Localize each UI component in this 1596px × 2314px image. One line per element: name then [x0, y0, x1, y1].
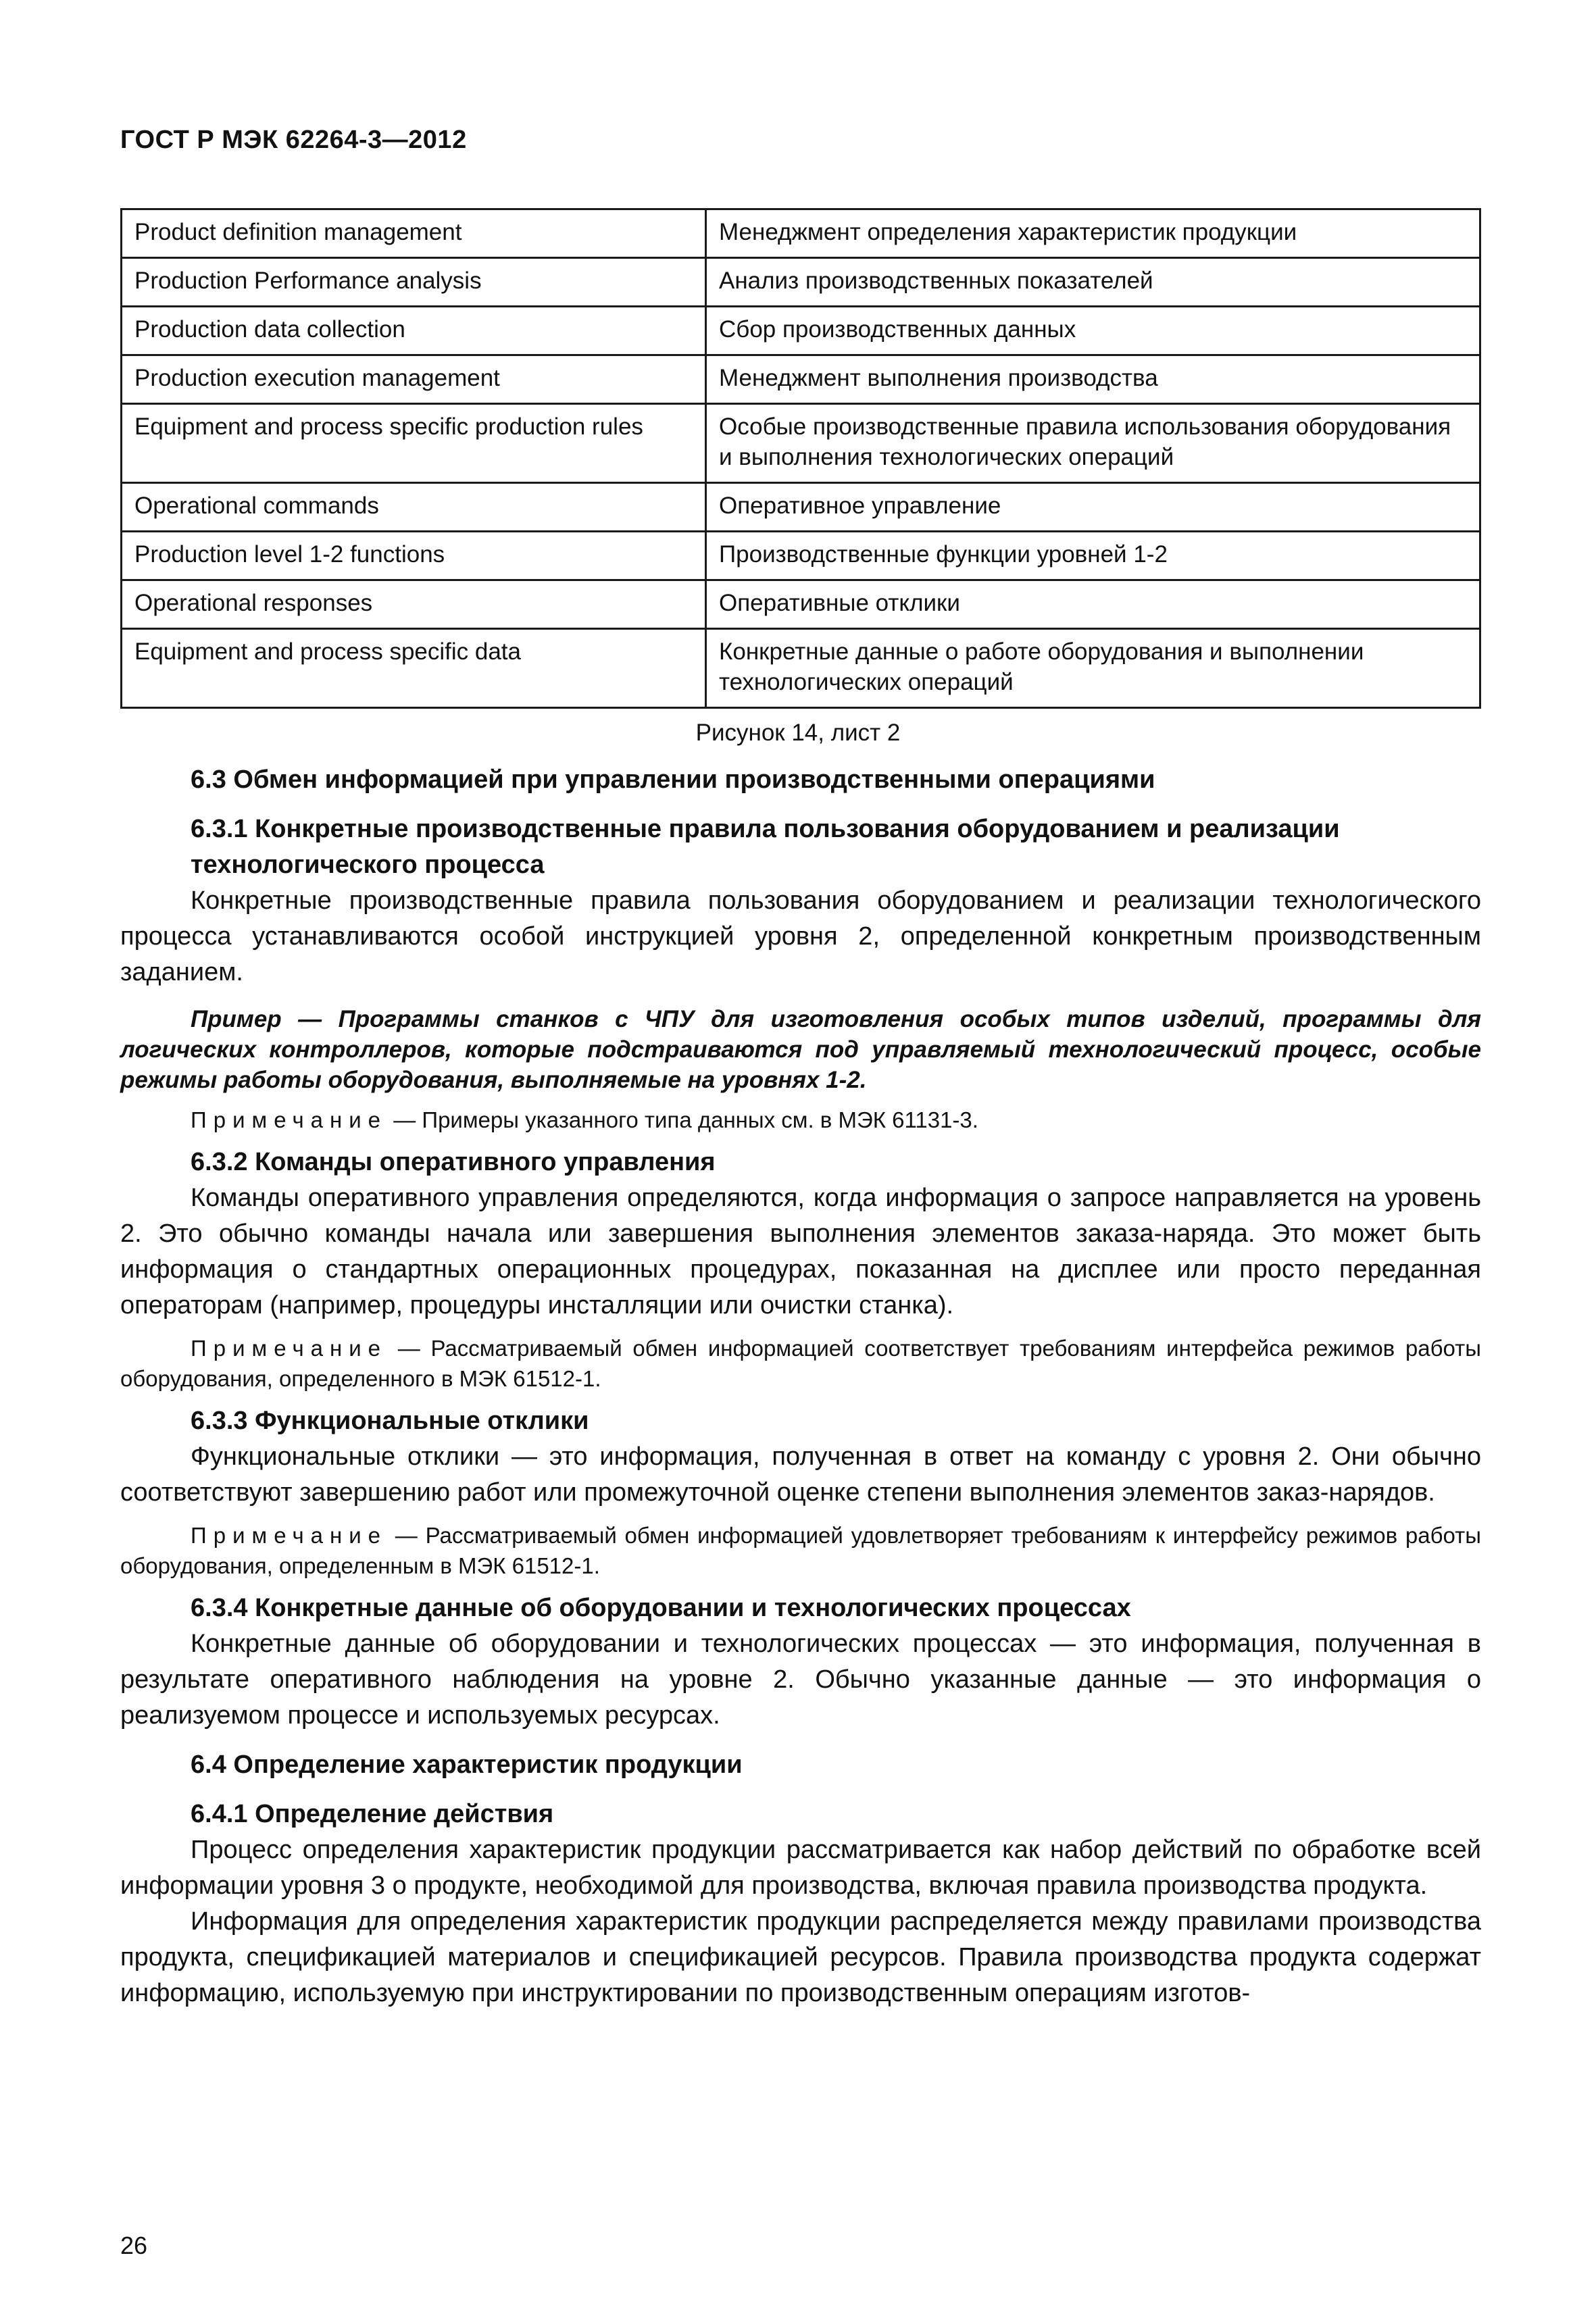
section-6-4-1-paragraph-1: Процесс определения характеристик продукции рассматривается как набор действий по обработке всей информации уровня 3 о продукте, необходимой для производства, включая правила производства продукта.: [120, 1836, 1481, 1900]
note-6-3-2: [120, 1333, 1481, 1394]
section-6-4-heading: 6.4 Определение характеристик продукции: [191, 1751, 743, 1779]
table-cell-ru: Особые производственные правила использования оборудования и выполнения технологических операций: [706, 404, 1480, 483]
table-cell-en: Production level 1-2 functions: [122, 532, 706, 580]
table-row: [122, 483, 1480, 532]
table-cell-en: Product definition management: [122, 209, 706, 258]
table-row: [122, 532, 1480, 580]
table-cell-en: Production Performance analysis: [122, 258, 706, 307]
section-6-3-4-paragraph: Конкретные данные об оборудовании и технологических процессах — это информация, полученная в результате оперативного наблюдения на уровне 2. Обычно указанные данные — это информация о реализуемом процессе и используемых ресурсах.: [120, 1630, 1481, 1730]
table-cell-en: Equipment and process specific data: [122, 629, 706, 708]
table-row: [122, 629, 1480, 708]
note-6-3-3: [120, 1520, 1481, 1581]
note-text: — Рассматриваемый обмен информацией соответствует требованиям интерфейса режимов работы оборудования, определенного в МЭК 61512-1.: [120, 1336, 1481, 1391]
section-6-3-2-paragraph: Команды оперативного управления определяются, когда информация о запросе направляется на уровень 2. Это обычно команды начала или завершения выполнения элементов заказа-наряда. Это может быть информация о стандартных операционных процедурах, показанная на дисплее или просто переданная операторам (например, процедуры инсталляции или очистки станка).: [120, 1184, 1481, 1319]
table-row: [122, 209, 1480, 258]
section-6-3-heading: 6.3 Обмен информацией при управлении производственными операциями: [191, 765, 1155, 794]
table-row: [122, 404, 1480, 483]
section-6-3-4-heading: 6.3.4 Конкретные данные об оборудовании и технологических процессах: [191, 1594, 1131, 1622]
table-row: [122, 258, 1480, 307]
table-cell-ru: Производственные функции уровней 1-2: [706, 532, 1480, 580]
section-6-3-2-heading: 6.3.2 Команды оперативного управления: [191, 1148, 716, 1176]
table-row: [122, 355, 1480, 404]
glossary-table: [120, 208, 1481, 709]
section-6-4-1-paragraph-2: Информация для определения характеристик продукции распределяется между правилами производства продукта, спецификацией материалов и спецификацией ресурсов. Правила производства продукта содержат информацию, используемую при инструктировании по производственным операциям изготов-: [120, 1907, 1481, 2007]
note-text: — Рассматриваемый обмен информацией удовлетворяет требованиям к интерфейсу режимов работы оборудования, определенным в МЭК 61512-1.: [120, 1523, 1481, 1578]
page-number: 26: [120, 2232, 148, 2259]
table-cell-ru: Менеджмент выполнения производства: [706, 355, 1480, 404]
table-cell-ru: Оперативные отклики: [706, 580, 1480, 629]
figure-caption: Рисунок 14, лист 2: [695, 720, 901, 746]
section-6-3-3-heading: 6.3.3 Функциональные отклики: [191, 1407, 589, 1435]
table-cell-en: Operational responses: [122, 580, 706, 629]
table-cell-ru: Конкретные данные о работе оборудования и выполнении технологических операций: [706, 629, 1480, 708]
section-6-3-1-heading: 6.3.1 Конкретные производственные правила пользования оборудованием и реализации технологического процесса: [191, 815, 1340, 879]
table-cell-en: Equipment and process specific production rules: [122, 404, 706, 483]
table-cell-ru: Сбор производственных данных: [706, 307, 1480, 355]
document-body: [120, 762, 1481, 2011]
table-row: [122, 307, 1480, 355]
note-label: Примечание: [191, 1336, 388, 1361]
table-cell-en: Production execution management: [122, 355, 706, 404]
table-cell-en: Production data collection: [122, 307, 706, 355]
section-6-3-3-paragraph: Функциональные отклики — это информация, полученная в ответ на команду с уровня 2. Они обычно соответствуют завершению работ или промежуточной оценке степени выполнения элементов заказ-нарядов.: [120, 1442, 1481, 1507]
table-cell-en: Operational commands: [122, 483, 706, 532]
example-text: Пример — Программы станков с ЧПУ для изготовления особых типов изделий, программы для логических контроллеров, которые подстраиваются под управляемый технологический процесс, особые режимы работы оборудования, выполняемые на уровнях 1-2.: [120, 1006, 1481, 1093]
standard-header: ГОСТ Р МЭК 62264-3—2012: [120, 126, 467, 154]
note-label: Примечание: [191, 1107, 388, 1132]
table-cell-ru: Оперативное управление: [706, 483, 1480, 532]
note-label: Примечание: [191, 1523, 388, 1548]
table-row: [122, 580, 1480, 629]
table-cell-ru: Анализ производственных показателей: [706, 258, 1480, 307]
note-text: — Примеры указанного типа данных см. в МЭК 61131-3.: [393, 1107, 978, 1132]
note-6-3-1: [120, 1105, 1481, 1135]
table-cell-ru: Менеджмент определения характеристик продукции: [706, 209, 1480, 258]
section-6-3-1-paragraph: Конкретные производственные правила пользования оборудованием и реализации технологического процесса устанавливаются особой инструкцией уровня 2, определенной конкретным производственным заданием.: [120, 886, 1481, 986]
section-6-4-1-heading: 6.4.1 Определение действия: [191, 1800, 554, 1828]
